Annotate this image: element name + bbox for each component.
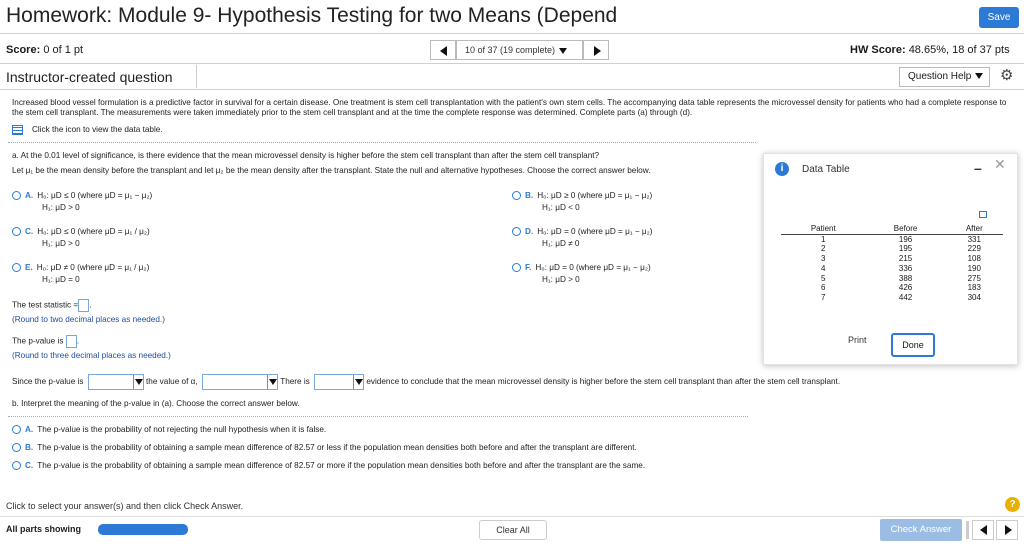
option-c[interactable]: C. H₀: μD ≤ 0 (where μD = μ₁ / μ₂) H₁: μD > 0 [12,226,150,250]
table-cell: 195 [898,244,913,254]
triangle-left-icon [440,46,447,56]
caret-down-icon [559,48,567,54]
option-e[interactable]: E. H₀: μD ≠ 0 (where μD = μ₁ / μ₂) H₁: μD = 0 [12,262,149,286]
table-cell: 1 [821,234,826,244]
table-header-row [781,223,1003,234]
data-table-icon[interactable] [12,125,23,135]
divider [196,65,197,88]
part-a-question: a. At the 0.01 level of significance, is there evidence that the mean microvessel density is higher before the stem cell transplant than after the stem cell transplant? [12,151,600,160]
problem-intro: Increased blood vessel formulation is a predictive factor in survival for a certain disease. One treatment is stem cell transplantation with the patient's own stem cells. The accompanying data table represents the microvessel density for patients who had a complete response to the stem cell transplant. The measurements were taken immediately prior to the stem cell transplant and at the time the complete response was determined. Complete parts (a) through (d). [12,98,1007,117]
column-header: Patient [781,223,866,234]
table-cell: 5 [821,273,826,283]
divider [0,33,1024,34]
triangle-left-icon [980,525,987,535]
part-b-question: b. Interpret the meaning of the p-value in (a). Choose the correct answer below. [12,399,300,408]
done-button[interactable]: Done [891,333,935,357]
previous-question-button[interactable] [430,40,456,60]
radio-button[interactable] [512,191,521,200]
next-question-button[interactable] [996,520,1018,540]
table-cell: 442 [898,293,913,303]
column-header: After [946,223,1003,234]
table-cell: 275 [967,273,981,283]
option-b-b[interactable]: B. The p-value is the probability of obtaining a sample mean difference of 82.57 or less if the population mean densities both before and after the transplant are different. [12,442,637,454]
instructor-question-label: Instructor-created question [6,69,173,85]
option-b[interactable]: B. H₀: μD ≥ 0 (where μD = μ₁ − μ₂) H₁: μD < 0 [512,190,652,214]
question-selector[interactable]: 10 of 37 (19 complete) [456,40,583,60]
column-header: Before [866,223,946,234]
radio-button[interactable] [12,227,21,236]
score: Score: 0 of 1 pt [6,44,84,56]
table-cell: 183 [967,283,981,293]
table-row [781,274,1003,284]
save-button[interactable]: Save [979,7,1019,28]
radio-button[interactable] [12,443,21,452]
radio-button[interactable] [12,461,21,470]
table-cell: 336 [898,263,913,273]
table-cell: 229 [967,244,981,254]
reject-decision-select[interactable] [202,374,278,390]
table-cell: 426 [898,283,913,293]
minimize-icon[interactable]: – [974,160,982,176]
table-cell: 2 [821,244,826,254]
caret-down-icon [975,73,983,79]
expand-icon[interactable] [979,211,987,218]
close-icon[interactable]: ✕ [994,156,1006,172]
test-statistic-hint: (Round to two decimal places as needed.) [12,315,165,324]
part-a-instruction: Let μ₁ be the mean density before the transplant and let μ₂ be the mean density after the transplant. State the null and alternative hypotheses. Choose the correct answer below. [12,166,651,175]
triangle-right-icon [1005,525,1012,535]
option-b-c[interactable]: C. The p-value is the probability of obtaining a sample mean difference of 82.57 or more if the population mean densities both before and after the transplant are the same. [12,460,645,472]
table-cell: 3 [821,254,826,264]
table-cell: 6 [821,283,826,293]
popup-title: Data Table [802,164,850,175]
all-parts-label: All parts showing [6,524,82,534]
conclusion-row: Since the p-value is the value of α, There is evidence to conclude that the mean microvessel density is higher before the stem cell transplant than after the stem cell transplant. [12,374,840,390]
divider [0,63,1024,64]
gear-icon[interactable]: ⚙ [1000,67,1014,84]
popup-header [764,154,1017,184]
table-row [781,254,1003,264]
divider [0,89,1024,90]
option-a[interactable]: A. H₀: μD ≤ 0 (where μD = μ₁ − μ₂) H₁: μD > 0 [12,190,152,214]
data-table [781,223,1003,303]
table-row [781,264,1003,274]
pvalue-hint: (Round to three decimal places as needed.) [12,351,171,360]
check-answer-button[interactable]: Check Answer [880,519,962,541]
table-row [781,244,1003,254]
option-f[interactable]: F. H₀: μD = 0 (where μD = μ₁ − μ₂) H₁: μD > 0 [512,262,651,286]
table-cell: 108 [967,254,981,264]
pvalue-input[interactable] [66,335,77,348]
previous-question-button[interactable] [972,520,994,540]
triangle-right-icon [594,46,601,56]
progress-bar [98,524,188,535]
table-cell: 331 [967,234,981,244]
divider [966,521,969,539]
table-cell: 4 [821,263,826,273]
help-icon[interactable]: ? [1005,497,1020,512]
table-cell: 196 [898,234,913,244]
clear-all-button[interactable]: Clear All [479,520,547,540]
divider [0,516,1024,517]
table-cell: 215 [898,254,913,264]
radio-button[interactable] [12,425,21,434]
hw-score: HW Score: 48.65%, 18 of 37 pts [850,44,1010,56]
next-question-button[interactable] [583,40,609,60]
radio-button[interactable] [12,191,21,200]
data-table-link[interactable]: Click the icon to view the data table. [32,125,163,134]
table-cell: 7 [821,293,826,303]
data-table-popup [763,153,1018,365]
evidence-select[interactable] [314,374,364,390]
table-cell: 388 [898,273,913,283]
divider [8,142,756,143]
option-d[interactable]: D. H₀: μD = 0 (where μD = μ₁ − μ₂) H₁: μD ≠ 0 [512,226,653,250]
info-icon: i [775,162,789,176]
table-row [781,234,1003,244]
table-row [781,293,1003,303]
question-help-button[interactable]: Question Help [899,67,990,87]
radio-button[interactable] [12,263,21,272]
test-statistic-row: The test statistic = . [12,299,92,312]
radio-button[interactable] [512,263,521,272]
divider [8,416,748,417]
page-title: Homework: Module 9- Hypothesis Testing for two Means (Depend [6,4,618,27]
table-cell: 190 [967,263,981,273]
pvalue-compare-select[interactable] [88,374,144,390]
table-row [781,283,1003,293]
pvalue-row: The p-value is . [12,335,79,348]
print-button[interactable]: Print [848,335,867,345]
option-b-a[interactable]: A. The p-value is the probability of not rejecting the null hypothesis when it is false. [12,424,326,436]
test-statistic-input[interactable] [78,299,89,312]
radio-button[interactable] [512,227,521,236]
table-cell: 304 [967,293,981,303]
footer-hint: Click to select your answer(s) and then click Check Answer. [6,501,244,511]
